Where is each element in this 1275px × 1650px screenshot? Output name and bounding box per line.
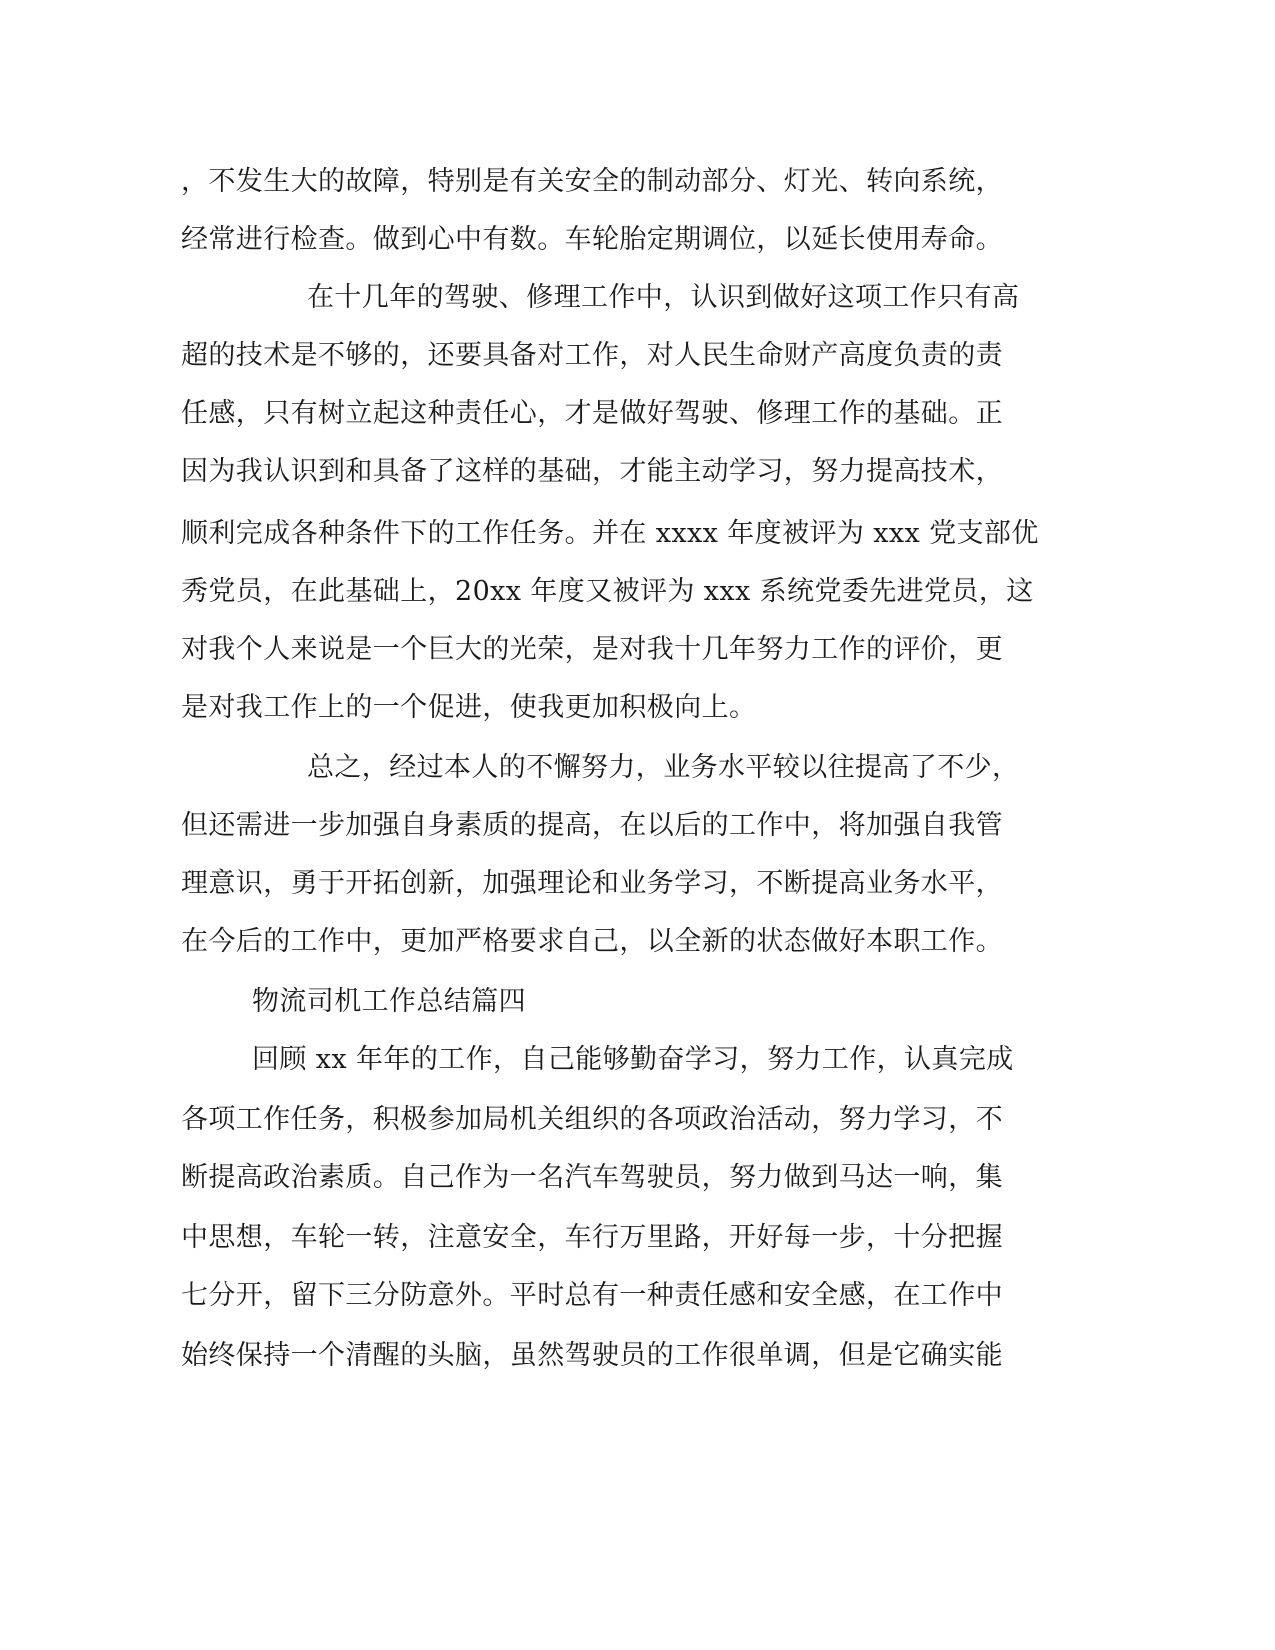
section-heading: 物流司机工作总结篇四 — [252, 986, 526, 1017]
text-line-5: 任感，只有树立起这种责任心，才是做好驾驶、修理工作的基础。正 — [181, 398, 1003, 429]
paragraph-start-line: 在十几年的驾驶、修理工作中，认识到做好这项工作只有高 — [307, 282, 1020, 313]
text-line-14: 在今后的工作中，更加严格要求自己，以全新的状态做好本职工作。 — [181, 926, 1003, 957]
text-line-20: 七分开，留下三分防意外。平时总有一种责任感和安全感，在工作中 — [181, 1280, 1003, 1311]
paragraph-start-line: 回顾 xx 年年的工作，自己能够勤奋学习，努力工作，认真完成 — [252, 1044, 1014, 1075]
text-line-12: 但还需进一步加强自身素质的提高，在以后的工作中，将加强自我管 — [181, 810, 1003, 841]
text-line-18: 断提高政治素质。自己作为一名汽车驾驶员，努力做到马达一响，集 — [181, 1162, 1003, 1193]
text-line-9: 对我个人来说是一个巨大的光荣，是对我十几年努力工作的评价，更 — [181, 634, 1003, 665]
text-line-13: 理意识，勇于开拓创新，加强理论和业务学习，不断提高业务水平， — [181, 868, 1003, 899]
text-line-4: 超的技术是不够的，还要具备对工作，对人民生命财产高度负责的责 — [181, 340, 1003, 371]
text-line-6: 因为我认识到和具备了这样的基础，才能主动学习，努力提高技术， — [181, 456, 1003, 487]
text-line-19: 中思想，车轮一转，注意安全，车行万里路，开好每一步，十分把握 — [181, 1222, 1003, 1253]
text-line-21: 始终保持一个清醒的头脑，虽然驾驶员的工作很单调，但是它确实能 — [181, 1340, 1003, 1371]
text-line-8: 秀党员，在此基础上，20xx 年度又被评为 xxx 系统党委先进党员，这 — [181, 576, 1034, 607]
text-line-7: 顺利完成各种条件下的工作任务。并在 xxxx 年度被评为 xxx 党支部优 — [181, 518, 1039, 549]
text-line-1: ，不发生大的故障，特别是有关安全的制动部分、灯光、转向系统， — [181, 166, 1003, 197]
text-line-10: 是对我工作上的一个促进，使我更加积极向上。 — [181, 692, 757, 723]
text-line-17: 各项工作任务，积极参加局机关组织的各项政治活动，努力学习，不 — [181, 1104, 1003, 1135]
paragraph-start-line: 总之，经过本人的不懈努力，业务水平较以往提高了不少， — [307, 752, 1020, 783]
text-line-2: 经常进行检查。做到心中有数。车轮胎定期调位，以延长使用寿命。 — [181, 224, 1003, 255]
